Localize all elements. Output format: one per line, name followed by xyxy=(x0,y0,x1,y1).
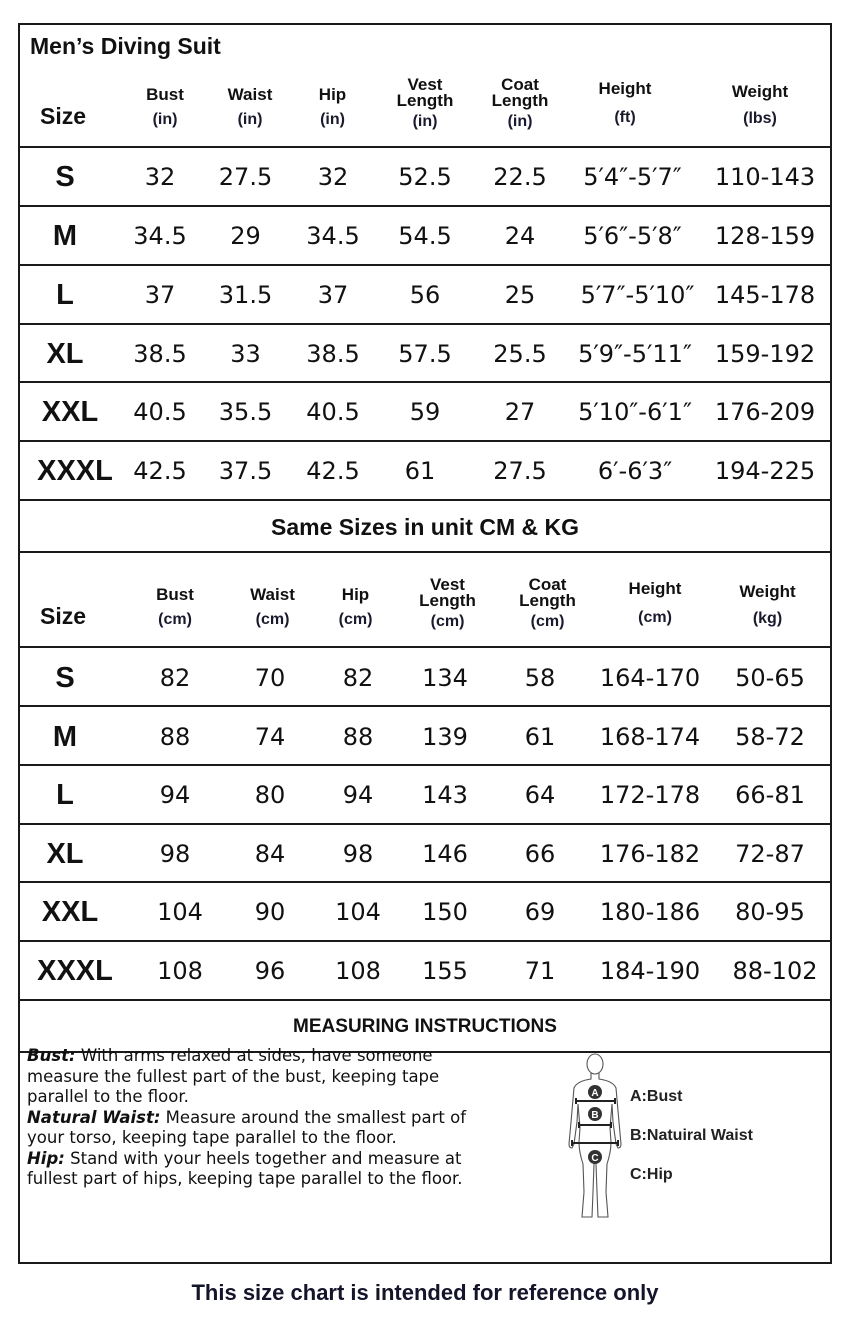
metric-section-title: Same Sizes in unit CM & KG xyxy=(271,514,579,540)
size-label: M xyxy=(52,220,78,252)
weight-value: 159-192 xyxy=(714,340,816,368)
table-row xyxy=(20,266,830,324)
hip-value: 98 xyxy=(342,840,374,868)
size-label: L xyxy=(56,779,74,811)
inch-col-coat-length: Coat Length (in) xyxy=(491,75,549,130)
bust-value: 37 xyxy=(144,281,176,309)
cm-col-height: Height (cm) xyxy=(628,579,682,626)
cm-col-vest-length: Vest Length (cm) xyxy=(419,575,476,630)
hip-value: 37 xyxy=(317,281,349,309)
chart-title: Men’s Diving Suit xyxy=(30,33,221,59)
hip-value: 32 xyxy=(317,163,349,191)
cm-col-coat-length: Coat Length (cm) xyxy=(519,575,576,630)
cm-col-weight: Weight (kg) xyxy=(739,582,796,627)
instruction-desc-waist: Measure around the smallest part of your torso, keeping tape parallel to the floor. xyxy=(27,1107,467,1147)
marker-a xyxy=(588,1085,602,1099)
hip-value: 108 xyxy=(335,957,381,985)
vest-length-value: 61 xyxy=(404,457,436,485)
instruction-term-hip: Hip: xyxy=(27,1148,65,1168)
cm-col-bust: Bust (cm) xyxy=(156,585,194,628)
table-row xyxy=(20,825,830,883)
waist-value: 31.5 xyxy=(218,281,273,309)
weight-value: 50-65 xyxy=(735,664,805,692)
inch-col-bust: Bust (in) xyxy=(146,85,184,128)
inch-col-weight: Weight (lbs) xyxy=(731,82,789,127)
instruction-term-bust: Bust: xyxy=(27,1046,76,1065)
size-label: M xyxy=(52,721,78,753)
waist-value: 96 xyxy=(254,957,286,985)
table-row xyxy=(20,207,830,265)
weight-value: 80-95 xyxy=(735,898,805,926)
coat-length-value: 24 xyxy=(504,222,536,250)
inch-col-vest-length: Vest Length (in) xyxy=(396,75,454,130)
coat-length-value: 27.5 xyxy=(493,457,547,485)
height-value: 5′7″-5′10″ xyxy=(580,281,695,309)
weight-value: 72-87 xyxy=(735,840,805,868)
divider xyxy=(20,999,830,1001)
diagram-legend xyxy=(630,1085,753,1202)
size-label: XL xyxy=(46,338,84,370)
cm-col-waist: Waist (cm) xyxy=(250,585,295,628)
inch-col-height: Height (ft) xyxy=(598,79,652,126)
table-row xyxy=(20,383,830,441)
weight-value: 145-178 xyxy=(714,281,816,309)
vest-length-value: 56 xyxy=(409,281,441,309)
bust-value: 34.5 xyxy=(133,222,187,250)
marker-c xyxy=(588,1150,602,1164)
vest-length-value: 155 xyxy=(422,957,468,985)
hip-value: 42.5 xyxy=(306,457,360,485)
table-row xyxy=(20,883,830,941)
marker-b xyxy=(588,1107,602,1121)
weight-value: 88-102 xyxy=(732,957,818,985)
hip-value: 82 xyxy=(342,664,374,692)
inch-size-header: Size xyxy=(40,103,87,129)
height-value: 5′6″-5′8″ xyxy=(583,222,682,250)
hip-value: 88 xyxy=(342,723,374,751)
bust-value: 32 xyxy=(144,163,176,191)
hip-value: 94 xyxy=(342,781,374,809)
waist-value: 70 xyxy=(254,664,286,692)
table-row xyxy=(20,442,830,500)
hip-value: 104 xyxy=(335,898,381,926)
instructions-title: MEASURING INSTRUCTIONS xyxy=(293,1016,557,1037)
table-row xyxy=(20,942,830,1000)
weight-value: 58-72 xyxy=(735,723,805,751)
bust-value: 104 xyxy=(157,898,203,926)
hip-value: 34.5 xyxy=(306,222,360,250)
size-label: XL xyxy=(46,838,84,870)
bust-value: 94 xyxy=(159,781,191,809)
height-value: 176-182 xyxy=(599,840,701,868)
divider xyxy=(20,705,830,707)
weight-value: 128-159 xyxy=(714,222,816,250)
hip-value: 38.5 xyxy=(306,340,360,368)
weight-value: 110-143 xyxy=(714,163,816,191)
vest-length-value: 59 xyxy=(409,398,441,426)
waist-value: 29 xyxy=(230,222,261,250)
instruction-desc-hip: Stand with your heels together and measure at fullest part of hips, keeping tape parallel to the floor. xyxy=(27,1148,463,1188)
table-row xyxy=(20,148,830,206)
vest-length-value: 134 xyxy=(422,664,468,692)
coat-length-value: 66 xyxy=(524,840,556,868)
height-value: 6′-6′3″ xyxy=(597,457,673,485)
vest-length-value: 52.5 xyxy=(398,163,452,191)
table-row xyxy=(20,325,830,383)
coat-length-value: 71 xyxy=(524,957,556,985)
waist-value: 74 xyxy=(254,723,286,751)
coat-length-value: 64 xyxy=(524,781,556,809)
height-value: 172-178 xyxy=(599,781,701,809)
legend-hip: C:Hip xyxy=(630,1166,673,1183)
height-value: 164-170 xyxy=(599,664,701,692)
coat-length-value: 61 xyxy=(524,723,556,751)
waist-value: 90 xyxy=(254,898,286,926)
divider xyxy=(20,499,830,501)
table-row xyxy=(20,649,830,707)
reference-disclaimer: This size chart is intended for reference only xyxy=(191,1280,659,1305)
instruction-desc-bust: With arms relaxed at sides, have someone measure the fullest part of the bust, keeping tape parallel to the floor. xyxy=(27,1046,440,1106)
height-value: 5′9″-5′11″ xyxy=(578,340,692,368)
size-label: L xyxy=(56,279,74,311)
svg-text:B: B xyxy=(591,1110,599,1121)
inch-col-waist: Waist (in) xyxy=(227,85,273,128)
height-value: 184-190 xyxy=(599,957,701,985)
vest-length-value: 146 xyxy=(422,840,468,868)
vest-length-value: 54.5 xyxy=(398,222,452,250)
size-label: XXXL xyxy=(37,455,113,487)
divider xyxy=(20,646,830,648)
waist-value: 35.5 xyxy=(218,398,273,426)
cm-size-header: Size xyxy=(40,603,87,629)
size-label: S xyxy=(55,161,75,193)
weight-value: 194-225 xyxy=(714,457,816,485)
size-label: XXL xyxy=(41,396,99,428)
svg-text:C: C xyxy=(591,1153,599,1164)
legend-waist: B:Natuiral Waist xyxy=(630,1127,753,1144)
size-label: XXL xyxy=(41,896,99,928)
coat-length-value: 58 xyxy=(524,664,556,692)
bust-value: 42.5 xyxy=(133,457,187,485)
height-value: 168-174 xyxy=(599,723,701,751)
hip-value: 40.5 xyxy=(306,398,360,426)
weight-value: 176-209 xyxy=(714,398,816,426)
height-value: 5′10″-6′1″ xyxy=(578,398,692,426)
coat-length-value: 25.5 xyxy=(493,340,547,368)
vest-length-value: 57.5 xyxy=(398,340,452,368)
bust-value: 108 xyxy=(157,957,203,985)
waist-value: 84 xyxy=(254,840,286,868)
bust-value: 88 xyxy=(159,723,191,751)
body-measurement-figure-icon xyxy=(565,1052,625,1222)
svg-text:A: A xyxy=(591,1088,599,1099)
divider xyxy=(20,551,830,553)
vest-length-value: 143 xyxy=(422,781,468,809)
instruction-term-waist: Natural Waist: xyxy=(27,1107,161,1127)
size-label: S xyxy=(55,662,75,694)
legend-bust: A:Bust xyxy=(630,1088,683,1105)
weight-value: 66-81 xyxy=(735,781,805,809)
waist-value: 27.5 xyxy=(218,163,273,191)
table-row xyxy=(20,766,830,824)
waist-value: 33 xyxy=(230,340,261,368)
instructions-text xyxy=(27,1046,477,1190)
cm-col-hip: Hip (cm) xyxy=(338,585,373,628)
bust-value: 40.5 xyxy=(133,398,187,426)
coat-length-value: 25 xyxy=(504,281,536,309)
inch-col-hip: Hip (in) xyxy=(318,85,347,128)
vest-length-value: 150 xyxy=(422,898,468,926)
bust-value: 38.5 xyxy=(133,340,187,368)
waist-value: 37.5 xyxy=(218,457,273,485)
coat-length-value: 22.5 xyxy=(493,163,547,191)
vest-length-value: 139 xyxy=(422,723,468,751)
height-value: 180-186 xyxy=(599,898,701,926)
size-label: XXXL xyxy=(37,955,113,987)
height-value: 5′4″-5′7″ xyxy=(583,163,682,191)
coat-length-value: 27 xyxy=(504,398,536,426)
coat-length-value: 69 xyxy=(524,898,556,926)
bust-value: 82 xyxy=(159,664,191,692)
table-row xyxy=(20,708,830,766)
waist-value: 80 xyxy=(254,781,286,809)
bust-value: 98 xyxy=(159,840,191,868)
